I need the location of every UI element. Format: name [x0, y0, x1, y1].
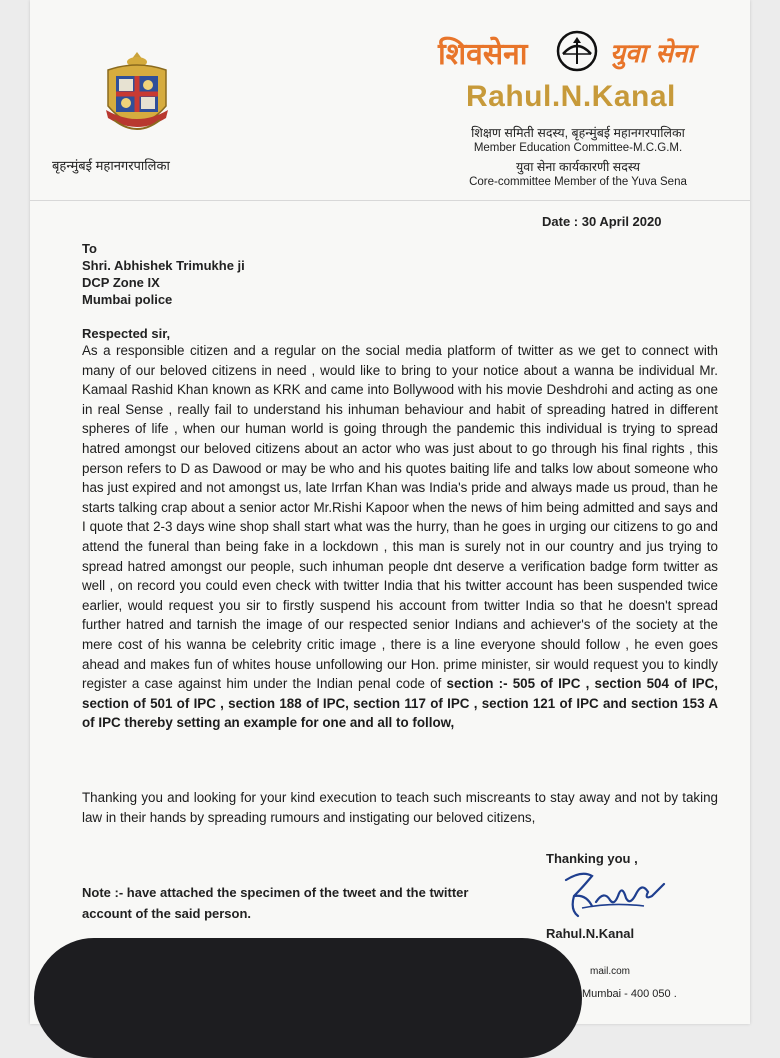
header-divider — [30, 200, 750, 201]
corporation-name: बृहन्मुंबई महानगरपालिका — [52, 158, 170, 173]
designation-marathi-1: शिक्षण समिती सदस्य, बृहन्मुंबई महानगरपालिका — [471, 126, 685, 140]
recipient-org: Mumbai police — [82, 292, 173, 307]
redaction-overlay — [34, 938, 582, 1058]
letterhead — [30, 0, 750, 200]
bow-arrow-icon — [556, 30, 598, 72]
signature-icon — [552, 866, 672, 924]
letterhead-name: Rahul.N.Kanal — [466, 80, 676, 113]
ipc-sections: section :- 505 of IPC , section 504 of IPC, section of 501 of IPC , section 188 of IPC, section 117 of IPC , section 121 of IPC and section 153 A of IPC thereby setting an example for one and all to follow, — [82, 676, 718, 731]
designation-english-2: Core-committee Member of the Yuva Sena — [469, 176, 687, 188]
footer-address: Mumbai - 400 050 . — [582, 988, 677, 1000]
body-paragraph: As a responsible citizen and a regular on the social media platform of twitter as we get to connect with many of our beloved citizens in need , would like to bring to your notice about a wanna be individual Mr. Kamaal Rashid Khan known as KRK and came into Bollywood with his movie Deshdrohi and acting as one in real Sense , really fail to understand his inhuman behaviour and habit of spreading hatred in different spheres of life , when our human world is going through the pandemic this individual is trying to spread hatred amongst our beloved citizens about an actor who was just about to go through his final rights , this person refers to D as Dawood or may be who and his quotes baiting life and talks low about someone who has just expired and not amongst us, late Irrfan Khan was India's pride and always made us proud, than he starts talking crap about a senior actor Mr.Rishi Kapoor when the news of him being admitted and says and I quote that 2-3 days wine shop shall start what was the hurry, than he goes in urging our citizens to go and attend the funeral than being fake in a lockdown , this man is surely not in our country and jus trying to spread hatred amongst our people, such inhuman people dnt deserve a verification badge form twitter as well , on record you could even check with twitter India that his twitter account has been suspended twice earlier, would request you sir to firstly suspend his account from twitter India so that he doesn't spread further hatred and tarnish the image of our respected senior Indians and achiever's of the society at the mere cost of his wanna be celebrity critic image , there is a line everyone should follow , he even goes ahead and makes fun of whites house unfollowing our Hon. prime minister, sir would request you to kindly register a case against him under the Indian penal code of — [82, 343, 718, 692]
recipient-block — [82, 240, 245, 308]
salutation: Respected sir, — [82, 326, 171, 341]
letter-date: Date : 30 April 2020 — [542, 214, 662, 229]
letter-page — [30, 0, 750, 1024]
party-brand — [438, 30, 713, 72]
recipient-post: DCP Zone IX — [82, 275, 160, 290]
letter-body — [82, 341, 718, 733]
closing-paragraph: Thanking you and looking for your kind execution to teach such miscreants to stay away and not by taking law in their hands by spreading rumours and instigating our beloved citizens, — [82, 790, 718, 825]
shivsena-wordmark: शिवसेना — [438, 37, 528, 72]
bmc-crest-icon — [100, 48, 174, 140]
signatory-name: Rahul.N.Kanal — [546, 926, 635, 941]
attachment-note: Note :- have attached the specimen of the tweet and the twitter account of the said person. — [82, 885, 469, 921]
designation-marathi-2: युवा सेना कार्यकारणी सदस्य — [516, 160, 640, 174]
to-label: To — [82, 241, 97, 256]
designation-english-1: Member Education Committee-M.C.G.M. — [473, 142, 683, 154]
recipient-name: Shri. Abhishek Trimukhe ji — [82, 258, 245, 273]
thanking-line: Thanking you , — [546, 851, 638, 866]
yuvasena-wordmark: युवा सेना — [610, 39, 695, 69]
footer-email: mail.com — [590, 966, 631, 977]
